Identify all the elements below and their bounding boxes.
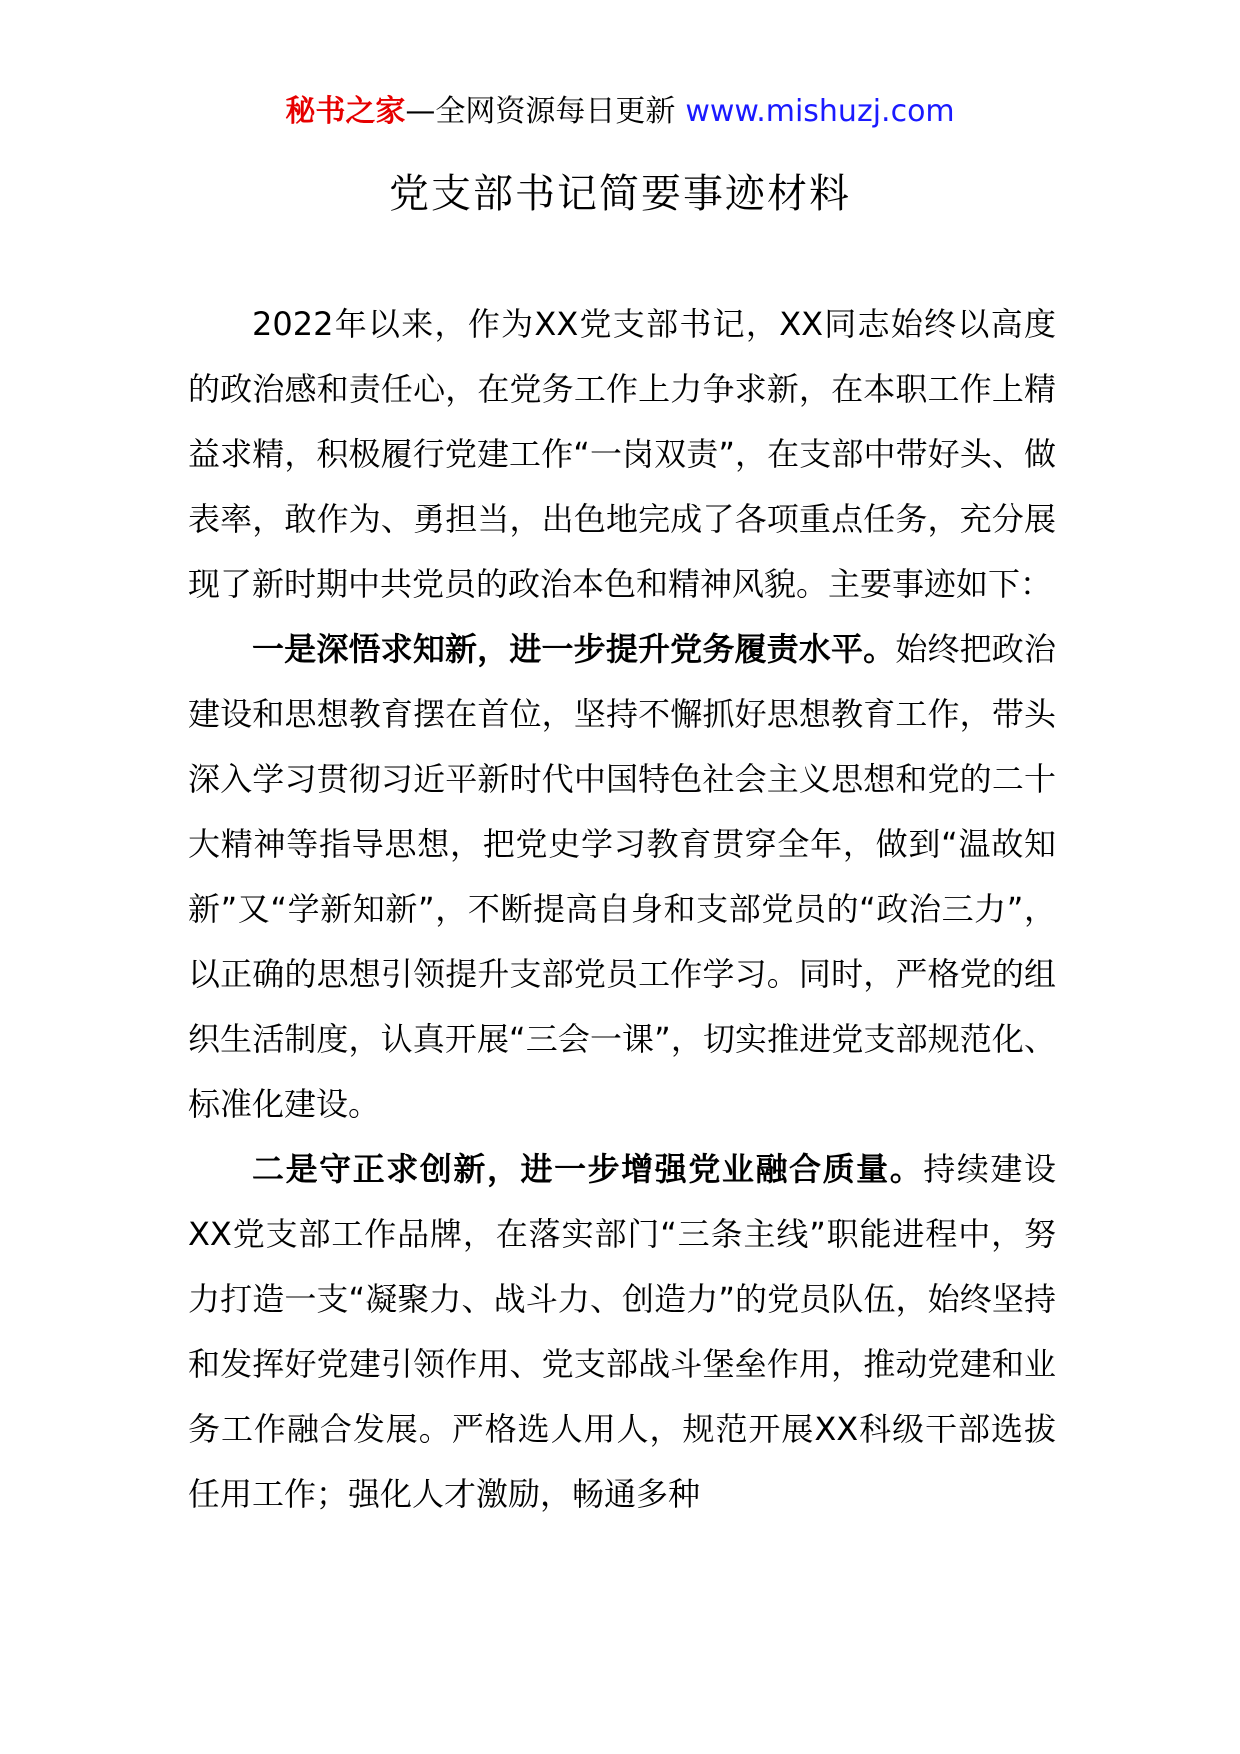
paragraph-intro [188, 292, 1056, 617]
site-header [0, 92, 1240, 132]
document-body [188, 292, 1056, 1527]
paragraph-lead: 一是深悟求知新，进一步提升党务履责水平。 [252, 630, 896, 668]
site-brand: 秘书之家 [285, 94, 406, 129]
paragraph-point-two [188, 1137, 1056, 1527]
paragraph-text: 2022年以来，作为XX党支部书记，XX同志始终以高度的政治感和责任心，在党务工作上力争求新，在本职工作上精益求精，积极履行党建工作“一岗双责”，在支部中带好头、做表率，敢作为、勇担当，出色地完成了各项重点任务，充分展现了新时期中共党员的政治本色和精神风貌。主要事迹如下： [188, 305, 1056, 603]
document-title: 党支部书记简要事迹材料 [389, 171, 851, 217]
paragraph-text: 持续建设XX党支部工作品牌，在落实部门“三条主线”职能进程中，努力打造一支“凝聚力、战斗力、创造力”的党员队伍，始终坚持和发挥好党建引领作用、党支部战斗堡垒作用，推动党建和业务工作融合发展。严格选人用人，规范开展XX科级干部选拔任用工作；强化人才激励，畅通多种 [188, 1150, 1056, 1513]
site-url-link[interactable]: www.mishuzj.com [685, 94, 955, 129]
paragraph-point-one [188, 617, 1056, 1137]
site-tagline: —全网资源每日更新 [405, 94, 676, 129]
paragraph-text: 始终把政治建设和思想教育摆在首位，坚持不懈抓好思想教育工作，带头深入学习贯彻习近平新时代中国特色社会主义思想和党的二十大精神等指导思想，把党史学习教育贯穿全年，做到“温故知新”又“学新知新”，不断提高自身和支部党员的“政治三力”，以正确的思想引领提升支部党员工作学习。同时，严格党的组织生活制度，认真开展“三会一课”，切实推进党支部规范化、标准化建设。 [188, 630, 1056, 1123]
paragraph-lead: 二是守正求创新，进一步增强党业融合质量。 [252, 1150, 924, 1188]
